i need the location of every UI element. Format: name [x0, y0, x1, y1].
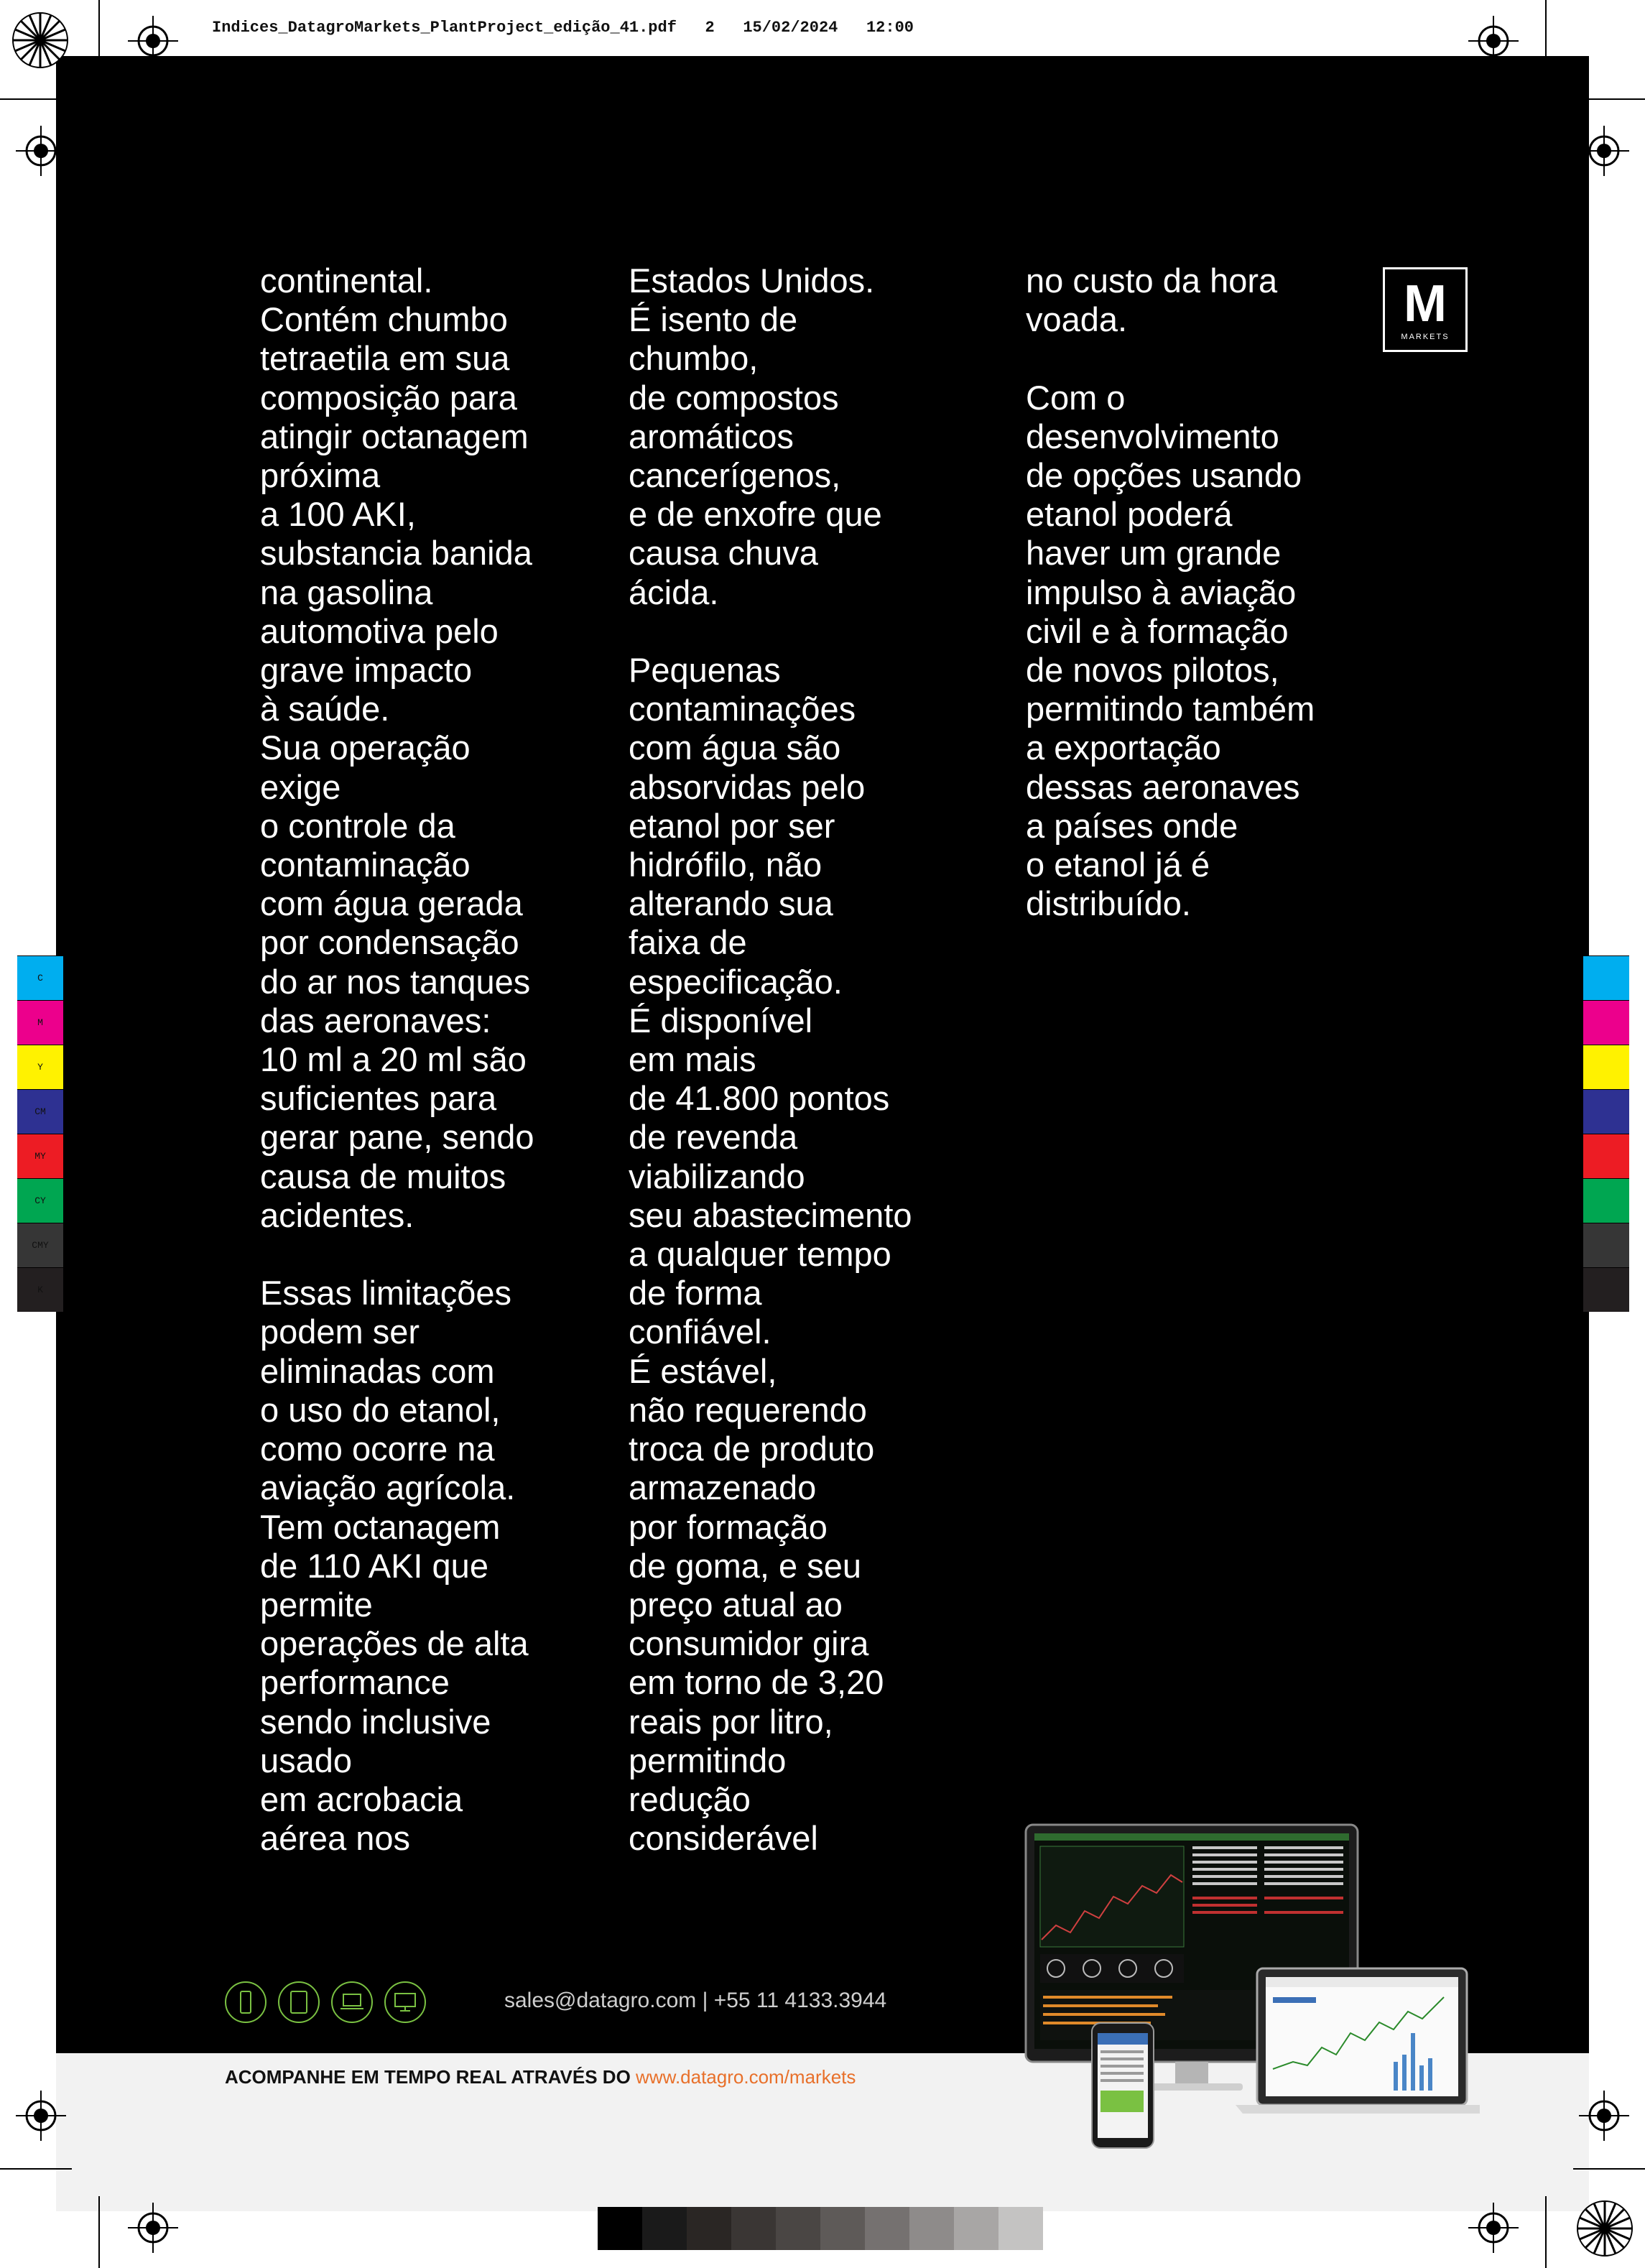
device-icons: [225, 1981, 426, 2023]
color-swatch-cmy: [1583, 1223, 1629, 1267]
desktop-icon: [384, 1981, 426, 2023]
article-column-2: Estados Unidos. É isento de chumbo, de compostos aromáticos cancerígenos, e de enxofre que causa chuva ácida. Pequenas contaminações com água são absorvidas pelo etanol por ser hidrófilo, não alterando sua faixa de especificação. É disponível em mais de 41.800 pontos de revenda viabilizando seu abastecimento a qualquer tempo de forma confiável. É estável, não requerendo troca de produto armazenado por formação de goma, e seu preço atual ao consumidor gira em torno de 3,20 reais por litro, permitindo redução considerável: [629, 261, 912, 1858]
devices-illustration: [1020, 1818, 1480, 2162]
tablet-icon: [278, 1981, 320, 2023]
gray-step: [598, 2207, 642, 2250]
markets-logo: [1383, 267, 1468, 352]
slug-filename: Indices_DatagroMarkets_PlantProject_edição_41.pdf: [212, 19, 677, 37]
slug-page: 2: [705, 19, 715, 37]
gray-step: [865, 2207, 909, 2250]
color-swatch-c: C: [17, 955, 63, 1000]
gray-step: [687, 2207, 731, 2250]
article-column-3: no custo da hora voada. Com o desenvolvimento de opções usando etanol poderá haver um grande impulso à aviação civil e à formação de novos pilotos, permitindo também a exportação dessas aeronaves a países onde o etanol já é distribuído.: [1026, 261, 1315, 923]
color-bar-right: [1583, 955, 1629, 1312]
crop-mark: [0, 2168, 72, 2170]
registration-mark-icon: [1468, 16, 1519, 66]
registration-mark-icon: [1579, 126, 1629, 176]
laptop-icon: [331, 1981, 373, 2023]
starburst-target-icon: [1576, 2200, 1634, 2257]
starburst-target-icon: [11, 11, 69, 69]
color-swatch-k: K: [17, 1267, 63, 1312]
crop-mark: [98, 2196, 100, 2268]
registration-mark-icon: [16, 2091, 66, 2141]
color-swatch-cy: CY: [17, 1178, 63, 1223]
registration-mark-icon: [128, 2203, 178, 2253]
color-swatch-my: [1583, 1134, 1629, 1178]
color-swatch-c: [1583, 955, 1629, 1000]
slug-time: 12:00: [866, 19, 914, 37]
gray-step: [820, 2207, 865, 2250]
crop-mark: [0, 98, 72, 100]
color-swatch-cm: CM: [17, 1089, 63, 1134]
color-swatch-cmy: CMY: [17, 1223, 63, 1267]
slug-date: 15/02/2024: [743, 19, 838, 37]
crop-mark: [1573, 2168, 1645, 2170]
tagline-text: ACOMPANHE EM TEMPO REAL ATRAVÉS DO: [225, 2066, 631, 2088]
crop-mark: [1573, 98, 1645, 100]
gray-step: [998, 2207, 1043, 2250]
registration-mark-icon: [1468, 2203, 1519, 2253]
color-swatch-y: [1583, 1045, 1629, 1089]
gray-step: [909, 2207, 954, 2250]
crop-mark: [98, 0, 100, 72]
article-column-1: continental. Contém chumbo tetraetila em sua composição para atingir octanagem próxima a 100 AKI, substancia banida na gasolina automotiva pelo grave impacto à saúde. Sua operação exige o controle da contaminação com água gerada por condensação do ar nos tanques das aeronaves: 10 ml a 20 ml são suficientes para gerar pane, sendo causa de muitos acidentes. Essas limitações podem ser eliminadas com o uso do etanol, como ocorre na aviação agrícola. Tem octanagem de 110 AKI que permite operações de alta performance sendo inclusive usado em acrobacia aérea nos: [260, 261, 534, 1858]
color-swatch-my: MY: [17, 1134, 63, 1178]
print-slug: [212, 19, 914, 37]
registration-mark-icon: [16, 126, 66, 176]
website-link[interactable]: www.datagro.com/markets: [636, 2066, 856, 2088]
logo-letter: M: [1404, 275, 1447, 333]
color-swatch-y: Y: [17, 1045, 63, 1089]
gray-step: [642, 2207, 687, 2250]
footer-tagline: [225, 2066, 856, 2088]
logo-subtitle: MARKETS: [1401, 333, 1450, 341]
contact-info: sales@datagro.com | +55 11 4133.3944: [504, 1989, 887, 2012]
color-bar-left: [17, 955, 63, 1312]
color-swatch-m: [1583, 1000, 1629, 1045]
registration-mark-icon: [128, 16, 178, 66]
crop-mark: [1545, 2196, 1547, 2268]
gray-step: [776, 2207, 820, 2250]
gray-step: [731, 2207, 776, 2250]
color-swatch-k: [1583, 1267, 1629, 1312]
registration-mark-icon: [1579, 2091, 1629, 2141]
crop-mark: [1545, 0, 1547, 72]
color-swatch-m: M: [17, 1000, 63, 1045]
color-swatch-cm: [1583, 1089, 1629, 1134]
phone-icon: [225, 1981, 267, 2023]
gray-step: [954, 2207, 998, 2250]
gray-step-wedge: [598, 2207, 1043, 2250]
color-swatch-cy: [1583, 1178, 1629, 1223]
